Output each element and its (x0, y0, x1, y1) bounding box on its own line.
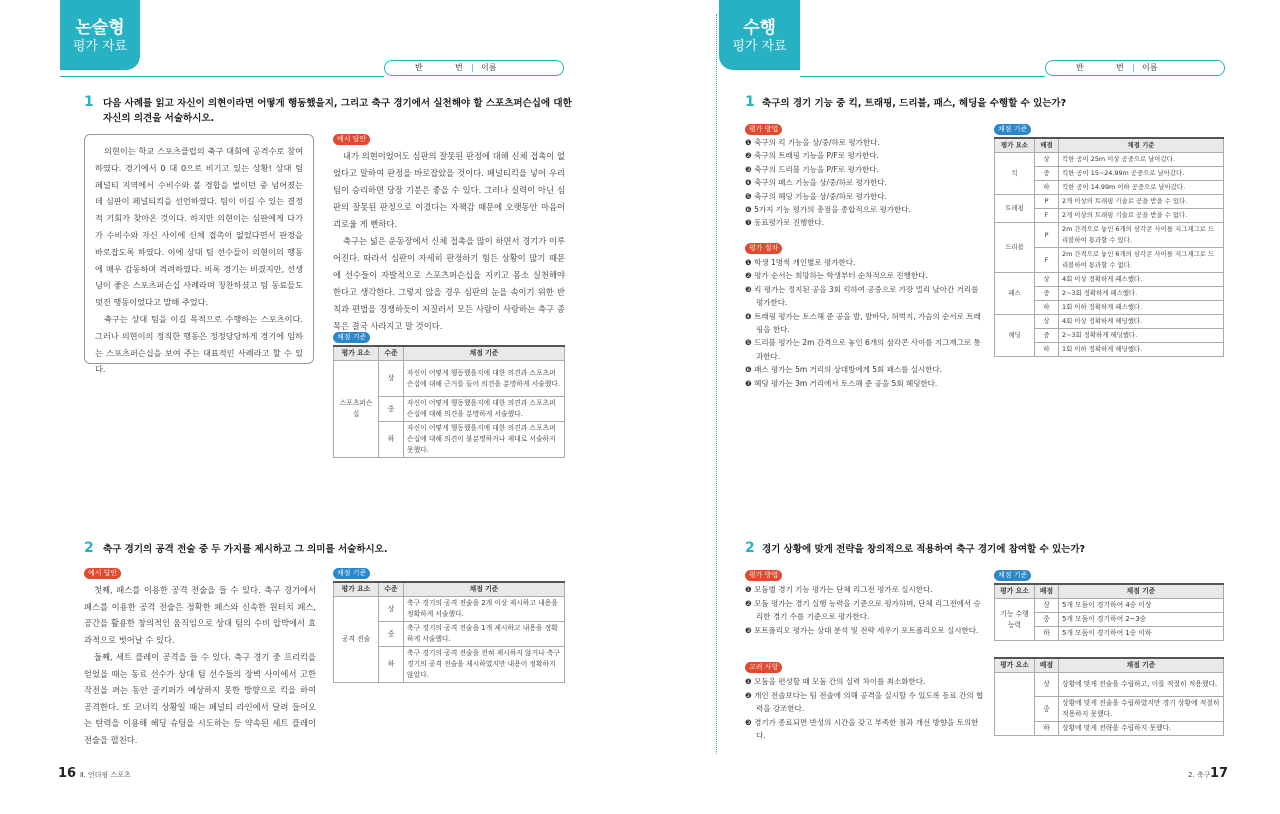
criteria-cell: 자신이 어떻게 행동했을지에 대한 의견과 스포츠퍼슨십에 대해 근거를 들어 의견을 분명하게 서술했다. (404, 361, 565, 397)
criteria-cell: 축구 경기의 공격 전술을 1개 제시하고 내용을 정확하게 서술했다. (404, 622, 565, 647)
th-element: 평가 요소 (334, 582, 379, 597)
case-text-2: 축구는 상대 팀을 이길 목적으로 수행하는 스포츠이다. 그러나 의현이의 정직한 행동은 정정당당하게 경기에 임하는 스포츠퍼슨십을 보여 주는 대표적인 사례라고 할 수 있다. (95, 313, 303, 375)
list-item: ❶ 축구의 킥 기능을 상/중/하로 평가한다. (745, 138, 880, 147)
table-row (995, 599, 1224, 613)
answer-tag: 예시 답안 (84, 568, 121, 579)
score-cell: 중 (1035, 329, 1059, 343)
list-item: ❸ 축구의 드리블 기능을 P/F로 평가한다. (745, 164, 879, 174)
list-item: ❷ 모둠 평가는 경기 실행 능력을 기준으로 평가하며, 단체 리그전에서 승리한 경기 수를 기준으로 평가한다. (745, 598, 981, 622)
level-cell: 중 (379, 622, 404, 647)
level-cell: 하 (379, 422, 404, 458)
table-row (334, 361, 565, 397)
list-item: ❶ 모둠별 경기 기능 평가는 단체 리그전 평가로 실시한다. (745, 585, 933, 594)
criteria-table (333, 345, 565, 458)
number-label: 번 (1116, 63, 1124, 72)
criteria-cell: 상황에 맞게 전술을 수립하였지만 경기 상황에 적절히 적용하지 못했다. (1059, 697, 1224, 722)
criteria-cell: 2~3회 정확하게 패스했다. (1059, 287, 1224, 301)
answer-paragraph-1: 첫째, 패스를 이용한 공격 전술을 들 수 있다. 축구 경기에서 패스를 이용한 공격 전술은 정확한 패스와 신속한 원터치 패스, 공간을 활용한 창의적인 움직임으로 상대 팀의 수비 압박에서 효과적으로 벗어날 수 있다. (84, 585, 316, 645)
criteria-cell: 자신이 어떻게 행동했을지에 대한 의견과 스포츠퍼슨십에 대해 의견을 분명하게 서술했다. (404, 397, 565, 422)
list-item: ❻ 5가지 기능 평가의 총점을 종합적으로 평가한다. (745, 205, 911, 215)
element-cell: 스포츠퍼슨십 (334, 361, 379, 458)
section-tab (719, 0, 800, 70)
list-item: ❷ 개인 전술보다는 팀 전술에 의해 공격을 실시할 수 있도록 동료 간의 협력을 강조한다. (745, 690, 984, 714)
list-item: ❺ 드리블 평가는 2m 간격으로 놓인 6개의 삼각콘 사이를 지그재그로 통과한다. (745, 338, 981, 361)
criteria-cell: 2개 이상의 트래핑 기술로 공을 받을 수 없다. (1059, 209, 1224, 223)
question-number: 2 (745, 540, 755, 556)
criteria-cell: 축구 경기의 공격 전술을 전혀 제시하지 않거나 축구 경기의 공격 전술을 제시하였지만 내용이 정확하지 않았다. (404, 647, 565, 683)
th-criteria: 채점 기준 (404, 582, 565, 597)
score-cell: F (1035, 209, 1059, 223)
criteria-tag: 채점 기준 (994, 570, 1031, 581)
criteria-cell: 2~3회 정확하게 헤딩했다. (1059, 329, 1224, 343)
criteria-table-skill (994, 583, 1224, 641)
list-item: ❹ 축구의 패스 기능을 상/중/하로 평가한다. (745, 178, 888, 188)
list-item: ❶ 모둠을 편성할 때 모둠 간의 실력 차이를 최소화한다. (745, 677, 926, 686)
procedure-list (745, 256, 985, 390)
element-cell: 기능 수행 능력 (995, 599, 1035, 641)
level-cell: 상 (379, 361, 404, 397)
element-cell: 트래핑 (995, 195, 1035, 223)
question-text: 다음 사례를 읽고 자신이 의현이라면 어떻게 행동했을지, 그리고 축구 경기에서 실천해야 할 스포츠퍼슨십에 대한 자신의 의견을 서술하시오. (103, 98, 572, 124)
th-criteria: 채점 기준 (1059, 658, 1224, 673)
tab-title: 수행 (743, 18, 776, 38)
criteria-cell: 2m 간격으로 놓인 6개의 삼각콘 사이를 지그재그로 드리블하여 통과할 수 없다. (1059, 248, 1224, 273)
list-item: ❼ 헤딩 평가는 3m 거리에서 토스해 준 공을 5회 헤딩한다. (745, 378, 938, 388)
header-line (800, 76, 1045, 77)
score-cell: 하 (1035, 722, 1059, 736)
name-label: 이름 (1142, 63, 1158, 72)
th-element: 평가 요소 (995, 584, 1035, 599)
criteria-cell: 상황에 맞게 전술을 수립하고, 이를 적절히 적용했다. (1059, 673, 1224, 697)
criteria-table (333, 581, 565, 683)
method-tag: 평가 방법 (745, 124, 782, 135)
table-row (995, 673, 1224, 697)
score-cell: 중 (1035, 287, 1059, 301)
answer-paragraph-1: 내가 의현이었어도 심판의 잘못된 판정에 대해 신체 접촉이 없었다고 말하여 판정을 바로잡았을 것이다. 페널티킥을 넣어 우리 팀이 승리하면 당장 기분은 좋을 수 있다. 그러나 실력이 아닌 심판의 잘못된 판정으로 이겼다는 자책감 때문에 오랫동안 마음이 괴로울 게 뻔하다. (333, 151, 565, 229)
question-text: 축구 경기의 공격 전술 중 두 가지를 제시하고 그 의미를 서술하시오. (103, 544, 388, 555)
score-cell: 하 (1035, 181, 1059, 195)
score-cell: P (1035, 223, 1059, 248)
score-cell: P (1035, 195, 1059, 209)
list-item: ❸ 포트폴리오 평가는 상대 분석 및 전략 세우기 포트폴리오로 실시한다. (745, 625, 979, 635)
list-item: ❺ 축구의 헤딩 기능을 상/중/하로 평가한다. (745, 191, 888, 201)
question-number: 1 (745, 94, 755, 110)
table-row (995, 195, 1224, 209)
score-cell: 상 (1035, 599, 1059, 613)
consider-tag: 고려 사항 (745, 662, 782, 673)
criteria-cell: 상황에 맞게 전략을 수립하지 못했다. (1059, 722, 1224, 736)
score-cell: 상 (1035, 273, 1059, 287)
class-label: 반 (1076, 63, 1084, 72)
criteria-cell: 킥한 공이 14.99m 이하 공중으로 날아갔다. (1059, 181, 1224, 195)
list-item: ❸ 경기가 종료되면 반성의 시간을 갖고 부족한 점과 개선 방향을 토의한다. (745, 717, 979, 741)
th-element: 평가 요소 (995, 138, 1035, 153)
question-number: 2 (84, 540, 94, 556)
level-cell: 상 (379, 597, 404, 622)
criteria-cell: 킥한 공이 15~24.99m 공중으로 날아갔다. (1059, 167, 1224, 181)
score-cell: 하 (1035, 627, 1059, 641)
name-label: 이름 (481, 63, 497, 72)
name-bar (384, 60, 564, 76)
case-box (84, 134, 314, 375)
list-item: ❼ 동료평가로 진행한다. (745, 218, 825, 228)
method-tag: 평가 방법 (745, 570, 782, 581)
name-bar (1045, 60, 1225, 76)
element-cell: 패스 (995, 273, 1035, 315)
criteria-cell: 5개 모둠이 경기하여 1승 이하 (1059, 627, 1224, 641)
list-item: ❷ 평가 순서는 희망하는 학생부터 순차적으로 진행한다. (745, 271, 928, 281)
case-text: 의현이는 학교 스포츠클럽의 축구 대회에 공격수로 참여하였다. 경기에서 0 대 0으로 비기고 있는 상황! 상대 팀 페널티 지역에서 수비수와 볼 경합을 벌이던 중 넘어졌는데 심판이 페널티킥을 선언하였다. 팀이 이길 수 있는 결정적 기회가 찾아온 것이다. 하지만 의현이는 심판에게 다가가 수비수와 자신 사이에 신체 접촉이 없었다면서 판정을 바로잡도록 하였다. 이에 상대 팀 선수들이 의현이의 행동에 매우 감동하며 격려하였다. 비록 경기는 비겼지만, 선생님이 좋은 스포츠퍼슨십 사례라며 칭찬하셨고 팀 동료들도 멋진 행동이었다고 말해 주었다. (95, 146, 303, 308)
header-line (60, 76, 384, 77)
question-text: 축구의 경기 기능 중 킥, 트래핑, 드리블, 패스, 헤딩을 수행할 수 있는가? (762, 98, 1067, 109)
list-item: ❶ 학생 1명씩 개인별로 평가한다. (745, 258, 856, 267)
answer-paragraph-2: 축구는 넓은 운동장에서 신체 접촉을 많이 하면서 경기가 이루어진다. 따라서 심판이 자세히 판정하기 힘든 상황이 많기 때문에 선수들이 자발적으로 스포츠퍼슨십을 지키고 몸소 실천해야 한다고 생각한다. 그렇지 않을 경우 심판의 눈을 속이기 위한 반칙과 편법을 경쟁하듯이 저질러서 모든 사람이 사랑하는 축구 종목은 결국 사라지고 말 것이다. (333, 236, 565, 331)
element-cell: 킥 (995, 153, 1035, 195)
question-number: 1 (84, 94, 94, 110)
score-cell: F (1035, 248, 1059, 273)
score-cell: 중 (1035, 167, 1059, 181)
criteria-cell: 5개 모둠이 경기하여 2~3승 (1059, 613, 1224, 627)
table-row (995, 223, 1224, 248)
criteria-cell: 4회 이상 정확하게 헤딩했다. (1059, 315, 1224, 329)
element-cell: 공격 전술 (334, 597, 379, 683)
criteria-cell: 자신이 어떻게 행동했을지에 대한 의견과 스포츠퍼슨십에 대해 의견이 불분명하거나 제대로 서술하지 못했다. (404, 422, 565, 458)
th-score: 배점 (1035, 138, 1059, 153)
criteria-cell: 1회 이하 정확하게 헤딩했다. (1059, 343, 1224, 357)
level-cell: 중 (379, 397, 404, 422)
criteria-cell: 킥한 공이 25m 이상 공중으로 날아갔다. (1059, 153, 1224, 167)
score-cell: 상 (1035, 153, 1059, 167)
page-number: 17 (1210, 766, 1229, 781)
number-label: 번 (455, 63, 463, 72)
answer-paragraph-2: 둘째, 세트 플레이 공격을 들 수 있다. 축구 경기 중 프리킥을 얻었을 때는 동료 선수가 상대 팀 선수들의 장벽 사이에서 고한 작전을 펴는 동안 골키퍼가 예상하지 못한 방향으로 킥을 하여 공격한다. 또 코너킥 상황일 때는 페널티 라인에서 달려 들어오는 탄력을 이용해 헤딩 슈팅을 시도하는 등 약속된 세트 플레이 전술을 펼친다. (84, 652, 316, 745)
score-cell: 상 (1035, 315, 1059, 329)
score-cell: 상 (1035, 673, 1059, 697)
method-list (745, 583, 985, 637)
table-row (995, 315, 1224, 329)
level-cell: 하 (379, 647, 404, 683)
separator: | (1132, 63, 1135, 72)
th-criteria: 채점 기준 (1059, 584, 1224, 599)
element-cell: 헤딩 (995, 315, 1035, 357)
criteria-tag: 채점 기준 (333, 568, 370, 579)
table-row (995, 273, 1224, 287)
table-row (995, 153, 1224, 167)
th-element: 평가 요소 (995, 658, 1035, 673)
th-criteria: 채점 기준 (1059, 138, 1224, 153)
score-cell: 중 (1035, 697, 1059, 722)
tab-subtitle: 평가 자료 (732, 39, 787, 54)
page-number: 16 (58, 766, 77, 781)
criteria-tag: 채점 기준 (333, 332, 370, 343)
tab-subtitle: 평가 자료 (72, 39, 128, 54)
th-criteria: 채점 기준 (404, 346, 565, 361)
criteria-cell: 축구 경기의 공격 전술을 2개 이상 제시하고 내용을 정확하게 서술했다. (404, 597, 565, 622)
criteria-cell: 2m 간격으로 놓인 6개의 삼각콘 사이를 지그재그로 드리블하여 통과할 수 있다. (1059, 223, 1224, 248)
list-item: ❻ 패스 평가는 5m 거리의 상대방에게 5회 패스를 실시한다. (745, 365, 943, 375)
th-level: 수준 (379, 582, 404, 597)
criteria-cell: 1회 이하 정확하게 패스했다. (1059, 301, 1224, 315)
criteria-cell: 5개 모둠이 경기하여 4승 이상 (1059, 599, 1224, 613)
class-label: 반 (415, 63, 423, 72)
right-page (640, 0, 1280, 814)
score-cell: 하 (1035, 343, 1059, 357)
table-row (334, 597, 565, 622)
question-text: 경기 상황에 맞게 전략을 창의적으로 적용하여 축구 경기에 참여할 수 있는가? (762, 544, 1086, 555)
th-element: 평가 요소 (334, 346, 379, 361)
answer-tag: 예시 답안 (333, 134, 370, 145)
list-item: ❸ 킥 평가는 정지된 공을 3회 킥하여 공중으로 가장 멀리 날아간 거리를 평가한다. (745, 284, 979, 308)
element-cell (995, 673, 1035, 736)
method-list (745, 136, 985, 230)
criteria-tag: 채점 기준 (994, 124, 1031, 135)
section-tab (60, 0, 140, 70)
footer-section: Ⅱ. 언더핑 스포츠 (80, 771, 131, 779)
criteria-table-strategy (994, 657, 1224, 736)
element-cell: 드리블 (995, 223, 1035, 273)
tab-title: 논술형 (75, 18, 125, 38)
th-level: 수준 (379, 346, 404, 361)
footer-section: 2. 축구 (1188, 771, 1211, 779)
list-item: ❷ 축구의 트래핑 기능을 P/F로 평가한다. (745, 151, 879, 161)
th-score: 배점 (1035, 658, 1059, 673)
separator: | (471, 63, 474, 72)
procedure-tag: 평가 절차 (745, 243, 782, 254)
consider-list (745, 675, 985, 743)
list-item: ❹ 트래핑 평가는 토스해 준 공을 발, 발바닥, 허벅지, 가슴의 순서로 트래핑을 한다. (745, 311, 981, 335)
th-score: 배점 (1035, 584, 1059, 599)
criteria-table (994, 137, 1224, 357)
score-cell: 하 (1035, 301, 1059, 315)
score-cell: 중 (1035, 613, 1059, 627)
criteria-cell: 2개 이상의 트래핑 기술로 공을 받을 수 있다. (1059, 195, 1224, 209)
criteria-cell: 4회 이상 정확하게 패스했다. (1059, 273, 1224, 287)
